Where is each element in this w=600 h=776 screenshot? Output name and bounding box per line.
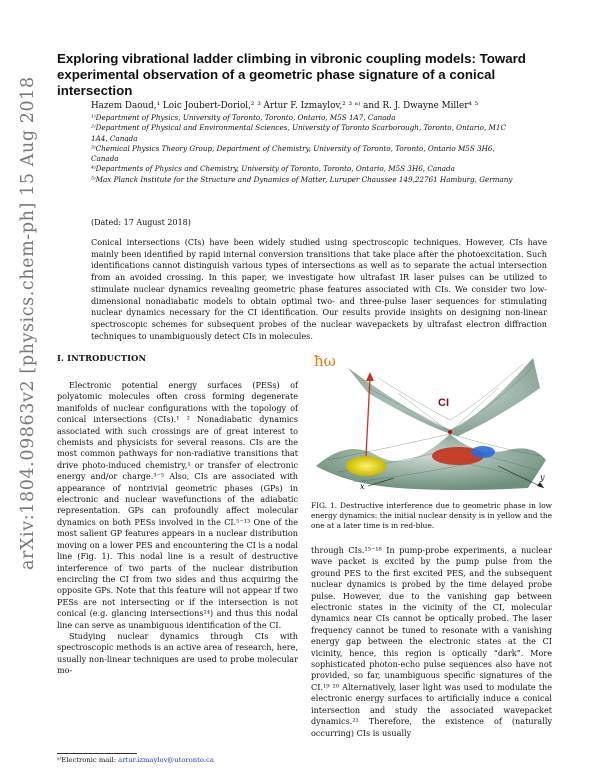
dated-line: (Dated: 17 August 2018) <box>91 218 191 227</box>
email-link[interactable]: artur.izmaylov@utoronto.ca <box>118 756 214 764</box>
footnote-label: ᵃ⁾Electronic mail: <box>57 756 119 764</box>
ci-label: CI <box>438 397 449 409</box>
affiliation: ⁴⁾Departments of Physics and Chemistry, University of Toronto, Toronto, Ontario, M5S 3H6, Canada <box>91 164 455 174</box>
body-paragraph: Electronic potential energy surfaces (PESs) of polyatomic molecules often cross forming degenerate manifolds of nuclear configurations with the topology of conical intersections (CIs).¹ ² Nonadiabatic dynamics associated with such crossings are of great interest to chemists and physicists for several reasons. CIs are the most common pathways for non-radiative transitions that drive photo-induced chemistry,¹ or transfer of electronic energy and/or charge.³⁻⁵ Also, CIs are associated with appearance of nontrivial geometric phases (GPs) in electronic and nuclear wavefunctions of the adiabatic representation. GPs can profoundly affect molecular dynamics on both PESs involved in the CI.⁵⁻¹³ One of the most salient GP features appears in a nuclear distribution moving on a lower PES and encountering the CI is a nodal line (Fig. 1). This nodal line is a result of destructive interference of two parts of the nuclear distribution encircling the CI from two sides and thus acquiring the opposite GPs. Note that this feature will not appear if two PESs are not intersecting or if the intersection is not conical (e.g. glancing intersections¹⁴) and thus this nodal line can serve as unambiguous identification of the CI. <box>57 380 298 630</box>
footnote <box>57 756 214 764</box>
x-axis-label: x <box>360 482 365 491</box>
affiliation: ²⁾Department of Physical and Environmental Sciences, University of Toronto Scarborough, Toronto, Ontario, M1C 1A4, Canada <box>91 123 506 143</box>
body-paragraph: Studying nuclear dynamics through CIs with spectroscopic methods is an active area of research, here, usually non-linear techniques are used to probe molecular mo- <box>57 630 298 676</box>
y-axis-label: y <box>540 473 545 482</box>
section-heading: I. INTRODUCTION <box>57 353 147 363</box>
author-list: Hazem Daoud,¹ Loic Joubert-Doriol,² ³ Artur F. Izmaylov,² ³ ᵃ⁾ and R. J. Dwayne Miller⁴ ⁵ <box>91 101 479 111</box>
figure-caption: FIG. 1. Destructive interference due to geometric phase in low energy dynamics: the initial nuclear density is in yellow and the one at a later time is in red-blue. <box>311 501 552 530</box>
intro-column-right <box>311 545 552 739</box>
ci-marker <box>448 430 452 434</box>
affiliation: ⁵⁾Max Planck Institute for the Structure and Dynamics of Matter, Luruper Chaussee 149,22761 Hamburg, Germany <box>91 174 513 184</box>
affiliation: ³⁾Chemical Physics Theory Group, Department of Chemistry, University of Toronto, Toronto, Ontario M5S 3H6, Canada <box>91 143 495 164</box>
affiliation: ¹⁾Department of Physics, University of Toronto, Toronto, Ontario, M5S 1A7, Canada <box>91 113 396 122</box>
affiliations <box>91 113 521 185</box>
abstract: Conical intersections (CIs) have been widely studied using spectroscopic techniques. However, CIs have mainly been identified by rapid internal conversion transitions that take place after the photoexcitation. Such identifications cannot distinguish various types of intersections as well as to separate the actual intersection from an avoided crossing. In this paper, we investigate how ultrafast IR laser pulses can be utilized to stimulate nuclear dynamics revealing geometric phase features associated with CIs. We consider two low-dimensional nonadiabatic models to obtain optimal two- and three-pulse laser sequences for stimulating nuclear dynamics necessary for the CI identification. Our results provide insights on designing non-linear spectroscopic schemes for subsequent probes of the nuclear wavepackets by ultrafast electron diffraction techniques to unambiguously detect CIs in molecules. <box>91 237 547 341</box>
later-density-blue <box>471 446 495 458</box>
figure-1-surface-plot <box>308 348 548 493</box>
paper-title: Exploring vibrational ladder climbing in vibronic coupling models: Toward experimental observation of a geometric phase signature of a conical intersection <box>57 51 526 98</box>
body-paragraph: through CIs.¹⁵⁻¹⁸ In pump-probe experiments, a nuclear wave packet is excited by the pump pulse from the ground PES to the first excited PES, and the subsequent nuclear dynamics is probed by the time delayed probe pulse. However, due to the vanishing gap between electronic states in the vicinity of the CI, molecular dynamics near CIs cannot be optically probed. The laser frequency cannot be tuned to resonate with a vanishing energy gap between the electronic states at the CI vicinity, hence, this region is optically “dark”. More sophisticated photon-echo pulse sequences also have not provided, so far, unambiguous specific signatures of the CI.¹⁹ ²⁰ Alternatively, laser light was used to modulate the electronic energy surfaces to artificially induce a conical intersection and study the associated wavepacket dynamics.²¹ Therefore, the existence of (naturally occurring) CIs is usually <box>311 545 552 738</box>
initial-wavepacket <box>346 456 386 476</box>
arxiv-identifier: arXiv:1804.09863v2 [physics.chem-ph] 15 Aug 2018 <box>18 76 38 570</box>
hw-label: ħω <box>314 352 336 370</box>
footnote-rule <box>57 753 137 754</box>
intro-column-left <box>57 380 298 677</box>
